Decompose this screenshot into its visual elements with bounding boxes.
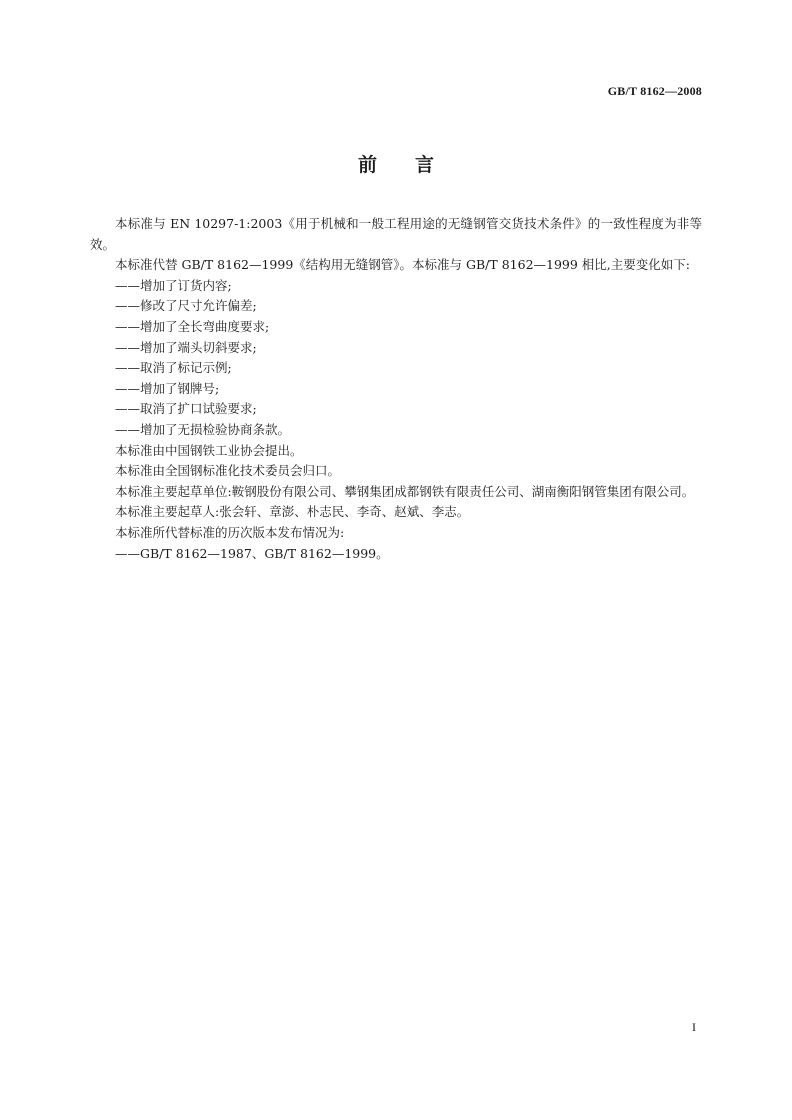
replacement-paragraph: 本标准代替 GB/T 8162—1999《结构用无缝钢管》。本标准与 GB/T 8162—1999 相比,主要变化如下: [115,257,690,273]
change-item: ——增加了全长弯曲度要求; [115,318,270,334]
page-title [0,150,792,177]
change-item: ——增加了订货内容; [115,277,232,293]
change-item: ——取消了扩口试验要求; [115,401,257,417]
change-item: ——增加了钢牌号; [115,380,220,396]
history-intro-paragraph: 本标准所代替标准的历次版本发布情况为: [115,524,345,540]
drafting-units-paragraph: 本标准主要起草单位:鞍钢股份有限公司、攀钢集团成都钢铁有限责任公司、湖南衡阳钢管集团有限公司。 [115,483,695,499]
standard-code-header: GB/T 8162—2008 [607,84,702,98]
title-char-1: 前 [357,154,377,176]
title-char-2: 言 [415,154,435,176]
foreword-body [90,214,702,564]
drafters-paragraph: 本标准主要起草人:张会轩、章澎、朴志民、李奇、赵斌、李志。 [115,504,470,520]
history-item: ——GB/T 8162—1987、GB/T 8162—1999。 [115,545,389,561]
change-item: ——增加了无损检验协商条款。 [115,421,291,437]
change-item: ——取消了标记示例; [115,360,232,376]
proposer-paragraph: 本标准由中国钢铁工业协会提出。 [115,442,303,458]
committee-paragraph: 本标准由全国钢标准化技术委员会归口。 [115,463,341,479]
page-number: I [692,1020,696,1034]
change-item: ——增加了端头切斜要求; [115,339,257,355]
equivalence-paragraph: 本标准与 EN 10297-1:2003《用于机械和一般工程用途的无缝钢管交货技术条件》的一致性程度为非等效。 [90,216,702,252]
change-item: ——修改了尺寸允许偏差; [115,298,257,314]
